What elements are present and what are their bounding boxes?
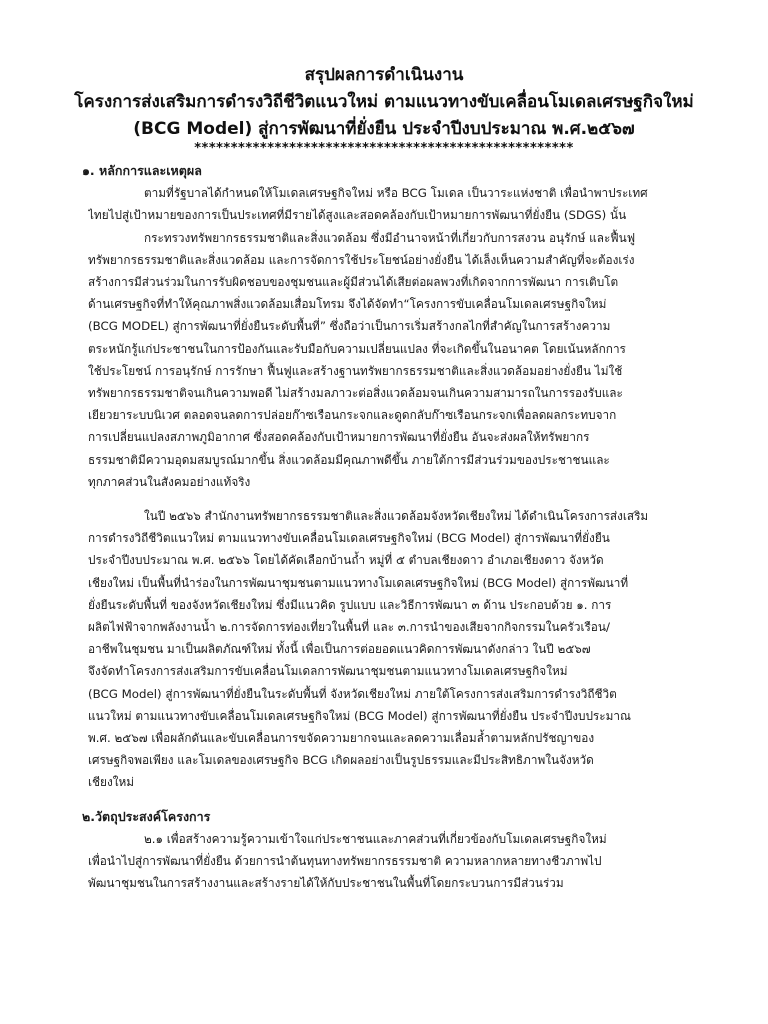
text-line: จึงจัดทำโครงการส่งเสริมการขับเคลื่อนโมเดลการพัฒนาชุมชนตามแนวทางโมเดลเศรษฐกิจใหม่ (88, 664, 568, 679)
text-line: สร้างการมีส่วนร่วมในการรับผิดชอบของชุมชนและผู้มีส่วนได้เสียต่อผลพวงที่เกิดจากการพัฒนา การเติบโต (88, 275, 619, 290)
text-line: เศรษฐกิจพอเพียง และโมเดลของเศรษฐกิจ BCG เกิดผลอย่างเป็นรูปธรรมและมีประสิทธิภาพในจังหวัด (88, 753, 594, 768)
project-name: โครงการส่งเสริมการดำรงวิถีชีวิตแนวใหม่ ตามแนวทางขับเคลื่อนโมเดลเศรษฐกิจใหม่ (74, 92, 694, 112)
text-line: ตระหนักรู้แก่ประชาชนในการป้องกันและรับมือกับความเปลี่ยนแปลง ที่จะเกิดขึ้นในอนาคต โดยเน้นหลักการ (88, 341, 626, 356)
paragraph-objective-1 (88, 828, 688, 895)
text-line: ทรัพยากรธรรมชาติและสิ่งแวดล้อม และการจัดการใช้ประโยชน์อย่างยั่งยืน ได้เล็งเห็นความสำคัญที่จะต้องเร่ง (88, 252, 635, 267)
text-line: ในปี ๒๕๖๖ สำนักงานทรัพยากรธรรมชาติและสิ่งแวดล้อมจังหวัดเชียงใหม่ ได้ดำเนินโครงการส่งเสริม (144, 509, 649, 524)
text-line: กระทรวงทรัพยากรธรรมชาติและสิ่งแวดล้อม ซึ่งมีอำนาจหน้าที่เกี่ยวกับการสงวน อนุรักษ์ และฟื้นฟู (144, 230, 636, 245)
text-line: แนวใหม่ ตามแนวทางขับเคลื่อนโมเดลเศรษฐกิจใหม่ (BCG Model) สู่การพัฒนาที่ยั่งยืน ประจำปีงบประมาณ (88, 708, 631, 723)
text-line: ประจำปีงบประมาณ พ.ศ. ๒๕๖๖ โดยได้คัดเลือกบ้านถ้ำ หมู่ที่ ๕ ตำบลเชียงดาว อำเภอเชียงดาว จังหวัด (88, 553, 604, 568)
text-line: เชียงใหม่ (88, 775, 135, 790)
section-heading-rationale: ๑. หลักการและเหตุผล (82, 163, 202, 178)
document-title-block (60, 62, 708, 156)
paragraph-rationale-2 (88, 227, 688, 493)
text-line: ยั่งยืนระดับพื้นที่ ของจังหวัดเชียงใหม่ ซึ่งมีแนวคิด รูปแบบ และวิธีการพัฒนา ๓ ด้าน ประกอบด้วย ๑. การ (88, 597, 612, 612)
text-line: ทรัพยากรธรรมชาติจนเกินความพอดี ไม่สร้างมลภาวะต่อสิ่งแวดล้อมจนเกินความสามารถในการรองรับและ (88, 386, 623, 401)
text-line: เชียงใหม่ เป็นพื้นที่นำร่องในการพัฒนาชุมชนตามแนวทางโมเดลเศรษฐกิจใหม่ (BCG Model) สู่การพัฒนาที่ (88, 575, 629, 590)
paragraph-rationale-1 (88, 182, 688, 226)
text-line: ไทยไปสู่เป้าหมายของการเป็นประเทศที่มีรายได้สูงและสอดคล้องกับเป้าหมายการพัฒนาที่ยั่งยืน (SDGS) นั้น (88, 208, 627, 223)
text-line: ธรรมชาติมีความอุดมสมบูรณ์มากขึ้น สิ่งแวดล้อมมีคุณภาพดีขึ้น ภายใต้การมีส่วนร่วมของประชาชนและ (88, 452, 610, 467)
section-heading-objectives: ๒.วัตถุประสงค์โครงการ (82, 808, 211, 824)
text-line: อาชีพในชุมชน มาเป็นผลิตภัณฑ์ใหม่ ทั้งนี้ เพื่อเป็นการต่อยอดแนวคิดการพัฒนาดังกล่าว ในปี ๒๕๖๗ (88, 642, 591, 657)
project-subtitle: (BCG Model) สู่การพัฒนาที่ยั่งยืน ประจำปีงบประมาณ พ.ศ.๒๕๖๗ (133, 119, 635, 139)
text-line: เยียวยาระบบนิเวศ ตลอดจนลดการปล่อยก๊าซเรือนกระจกและดูดกลับก๊าซเรือนกระจกเพื่อลดผลกระทบจาก (88, 408, 617, 423)
text-line: ใช้ประโยชน์ การอนุรักษ์ การรักษา ฟื้นฟูและสร้างฐานทรัพยากรธรรมชาติและสิ่งแวดล้อมอย่างยั่งยืน ไม่ใช้ (88, 363, 623, 378)
text-line: (BCG Model) สู่การพัฒนาที่ยั่งยืนในระดับพื้นที่ จังหวัดเชียงใหม่ ภายใต้โครงการส่งเสริมการดำรงวิถีชีวิต (88, 686, 617, 701)
text-line: การเปลี่ยนแปลงสภาพภูมิอากาศ ซึ่งสอดคล้องกับเป้าหมายการพัฒนาที่ยั่งยืน อันจะส่งผลให้ทรัพยากร (88, 430, 590, 445)
text-line: พัฒนาชุมชนในการสร้างงานและสร้างรายได้ให้กับประชาชนในพื้นที่โดยกระบวนการมีส่วนร่วม (88, 876, 564, 891)
text-line: ทุกภาคส่วนในสังคมอย่างแท้จริง (88, 474, 251, 489)
text-line: การดำรงวิถีชีวิตแนวใหม่ ตามแนวทางขับเคลื่อนโมเดลเศรษฐกิจใหม่ (BCG Model) สู่การพัฒนาที่ยั่งยืน (88, 531, 610, 546)
text-line: ด้านเศรษฐกิจที่ทำให้คุณภาพสิ่งแวดล้อมเสื่อมโทรม จึงได้จัดทำ“โครงการขับเคลื่อนโมเดลเศรษฐกิจใหม่ (88, 297, 607, 312)
text-line: ผลิตไฟฟ้าจากพลังงานน้ำ ๒.การจัดการท่องเที่ยวในพื้นที่ และ ๓.การนำของเสียจากกิจกรรมในครัวเรือน/ (88, 620, 610, 635)
paragraph-gap (88, 493, 688, 505)
text-line: (BCG MODEL) สู่การพัฒนาที่ยั่งยืนระดับพื้นที่” ซึ่งถือว่าเป็นการเริ่มสร้างกลไกที่สำคัญในการสร้างความ (88, 319, 611, 334)
text-line: ๒.๑ เพื่อสร้างความรู้ความเข้าใจแก่ประชาชนและภาคส่วนที่เกี่ยวข้องกับโมเดลเศรษฐกิจใหม่ (144, 831, 607, 846)
star-divider: **************************************************** (194, 141, 574, 156)
paragraph-rationale-3 (88, 505, 688, 794)
text-line: พ.ศ. ๒๕๖๗ เพื่อผลักดันและขับเคลื่อนการขจัดความยากจนและลดความเลื่อมล้ำตามหลักปรัชญาของ (88, 731, 595, 746)
text-line: เพื่อนำไปสู่การพัฒนาที่ยั่งยืน ด้วยการนำต้นทุนทางทรัพยากรธรรมชาติ ความหลากหลายทางชีวภาพไป (88, 854, 602, 869)
text-line: ตามที่รัฐบาลได้กำหนดให้โมเดลเศรษฐกิจใหม่ หรือ BCG โมเดล เป็นวาระแห่งชาติ เพื่อนำพาประเทศ (144, 186, 648, 201)
document-title: สรุปผลการดำเนินงาน (304, 65, 464, 85)
paragraph-gap (88, 794, 688, 806)
document-body (82, 160, 688, 895)
